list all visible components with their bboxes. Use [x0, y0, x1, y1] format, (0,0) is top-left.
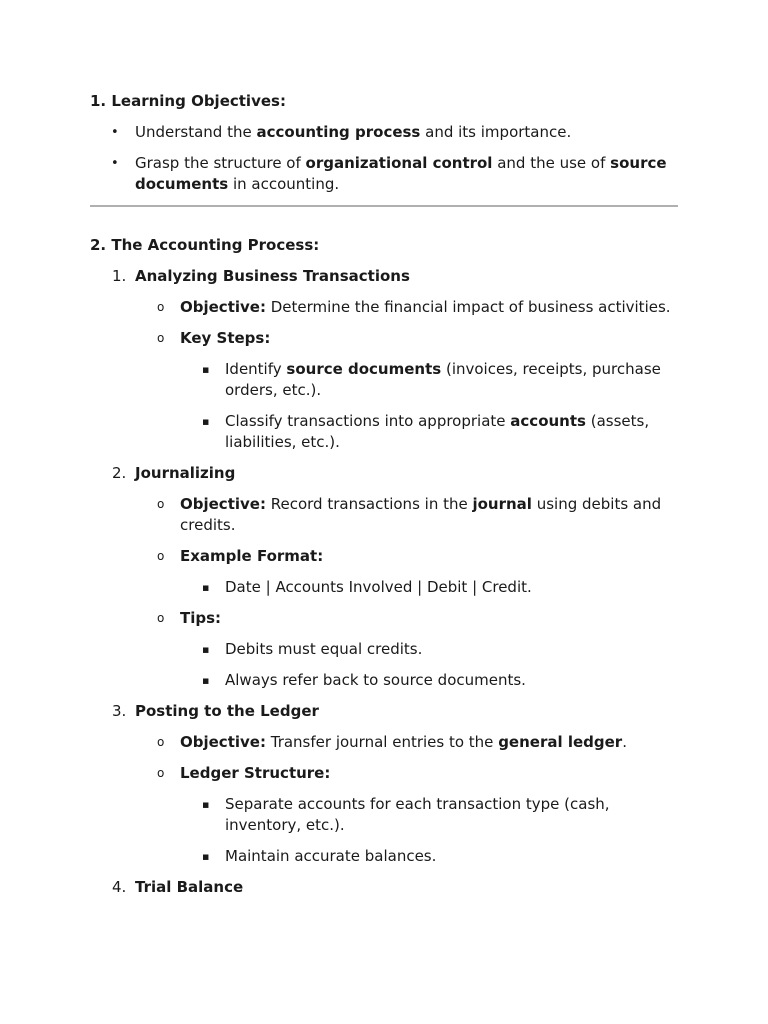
sub-item-text — [180, 732, 678, 753]
sub-item-text — [180, 494, 678, 536]
sub-bullet-marker: o — [157, 549, 165, 563]
bold-text: Objective: — [180, 733, 266, 751]
subsub-item-text — [225, 639, 678, 660]
bold-text: journal — [472, 495, 532, 513]
square-bullet-marker: ▪ — [202, 850, 210, 863]
accounting-process-heading: 2. The Accounting Process: — [90, 236, 320, 254]
subsub-item — [180, 359, 678, 401]
accounting-process-list — [90, 266, 678, 898]
text-run: using debits and credits. — [180, 495, 662, 534]
text-run: (assets, liabilities, etc.). — [225, 412, 650, 451]
numbered-item — [90, 877, 678, 898]
item-title: Posting to the Ledger — [135, 702, 319, 720]
subsub-item — [180, 794, 678, 836]
text-run: in accounting. — [228, 175, 340, 193]
item-number: 4. — [112, 878, 127, 896]
square-bullet-marker: ▪ — [202, 798, 210, 811]
sub-item — [135, 328, 678, 453]
sub-item-text — [180, 608, 678, 629]
bullet-marker: • — [111, 125, 119, 140]
bold-text: accounts — [510, 412, 586, 430]
list-item — [90, 122, 678, 143]
subsub-item — [180, 411, 678, 453]
square-bullet-marker: ▪ — [202, 674, 210, 687]
item-title: Trial Balance — [135, 878, 244, 896]
sub-bullet-marker: o — [157, 735, 165, 749]
subsub-item-text — [225, 670, 678, 691]
item-number: 2. — [112, 464, 127, 482]
text-run: Transfer journal entries to the — [265, 733, 499, 751]
sub-item — [135, 763, 678, 867]
bold-text: Key Steps: — [180, 329, 271, 347]
square-bullet-marker: ▪ — [202, 415, 210, 428]
bullet-marker: • — [111, 156, 119, 171]
sub-item — [135, 297, 678, 318]
document-page — [90, 88, 678, 898]
text-run: Classify transactions into appropriate — [225, 412, 511, 430]
numbered-item — [90, 463, 678, 691]
item-title: Analyzing Business Transactions — [135, 267, 410, 285]
text-run: Record transactions in the — [265, 495, 473, 513]
text-run: . — [622, 733, 627, 751]
learning-objectives-list — [90, 122, 678, 195]
text-run: Separate accounts for each transaction type (cash, inventory, etc.). — [225, 795, 610, 834]
sub-bullet-marker: o — [157, 766, 165, 780]
text-run: Identify — [225, 360, 287, 378]
bold-text: general ledger — [498, 733, 623, 751]
bold-text: organizational control — [305, 154, 493, 172]
subsub-item — [180, 846, 678, 867]
sub-item-text — [180, 763, 678, 784]
subsub-item-text — [225, 359, 678, 401]
sub-item-text — [180, 546, 678, 567]
subsub-item — [180, 577, 678, 598]
list-item-text — [135, 154, 667, 193]
sub-item — [135, 494, 678, 536]
text-run: Always refer back to source documents. — [225, 671, 526, 689]
subsub-item-text — [225, 794, 678, 836]
text-run: Date | Accounts Involved | Debit | Credit. — [225, 578, 532, 596]
subsub-item-text — [225, 411, 678, 453]
square-bullet-marker: ▪ — [202, 643, 210, 656]
text-run: Debits must equal credits. — [225, 640, 423, 658]
bold-text: Example Format: — [180, 547, 324, 565]
subsub-item — [180, 670, 678, 691]
section-divider — [90, 205, 678, 207]
bold-text: Tips: — [180, 609, 222, 627]
list-item-text — [135, 123, 571, 141]
bold-text: source documents — [286, 360, 442, 378]
square-bullet-marker: ▪ — [202, 581, 210, 594]
numbered-item — [90, 701, 678, 867]
text-run: Understand the — [135, 123, 257, 141]
bold-text: Objective: — [180, 298, 266, 316]
sub-bullet-marker: o — [157, 611, 165, 625]
sub-item-text — [180, 328, 678, 349]
text-run: Maintain accurate balances. — [225, 847, 437, 865]
text-run: Determine the financial impact of business activities. — [265, 298, 671, 316]
bold-text: accounting process — [256, 123, 421, 141]
sub-item — [135, 546, 678, 598]
bold-text: Ledger Structure: — [180, 764, 331, 782]
item-number: 1. — [112, 267, 127, 285]
bold-text: Objective: — [180, 495, 266, 513]
sub-bullet-marker: o — [157, 300, 165, 314]
sub-item — [135, 732, 678, 753]
sub-item — [135, 608, 678, 691]
subsub-item-text — [225, 577, 678, 598]
item-number: 3. — [112, 702, 127, 720]
sub-item-text — [180, 297, 678, 318]
square-bullet-marker: ▪ — [202, 363, 210, 376]
item-title: Journalizing — [135, 464, 236, 482]
subsub-item — [180, 639, 678, 660]
bold-text: source documents — [135, 154, 667, 193]
text-run: (invoices, receipts, purchase orders, etc.). — [225, 360, 661, 399]
sub-bullet-marker: o — [157, 497, 165, 511]
learning-objectives-heading: 1. Learning Objectives: — [90, 92, 286, 110]
text-run: and its importance. — [420, 123, 572, 141]
sub-bullet-marker: o — [157, 331, 165, 345]
text-run: and the use of — [492, 154, 611, 172]
subsub-item-text — [225, 846, 678, 867]
text-run: Grasp the structure of — [135, 154, 306, 172]
accounting-process-section — [90, 235, 678, 898]
numbered-item — [90, 266, 678, 453]
list-item — [90, 153, 678, 195]
